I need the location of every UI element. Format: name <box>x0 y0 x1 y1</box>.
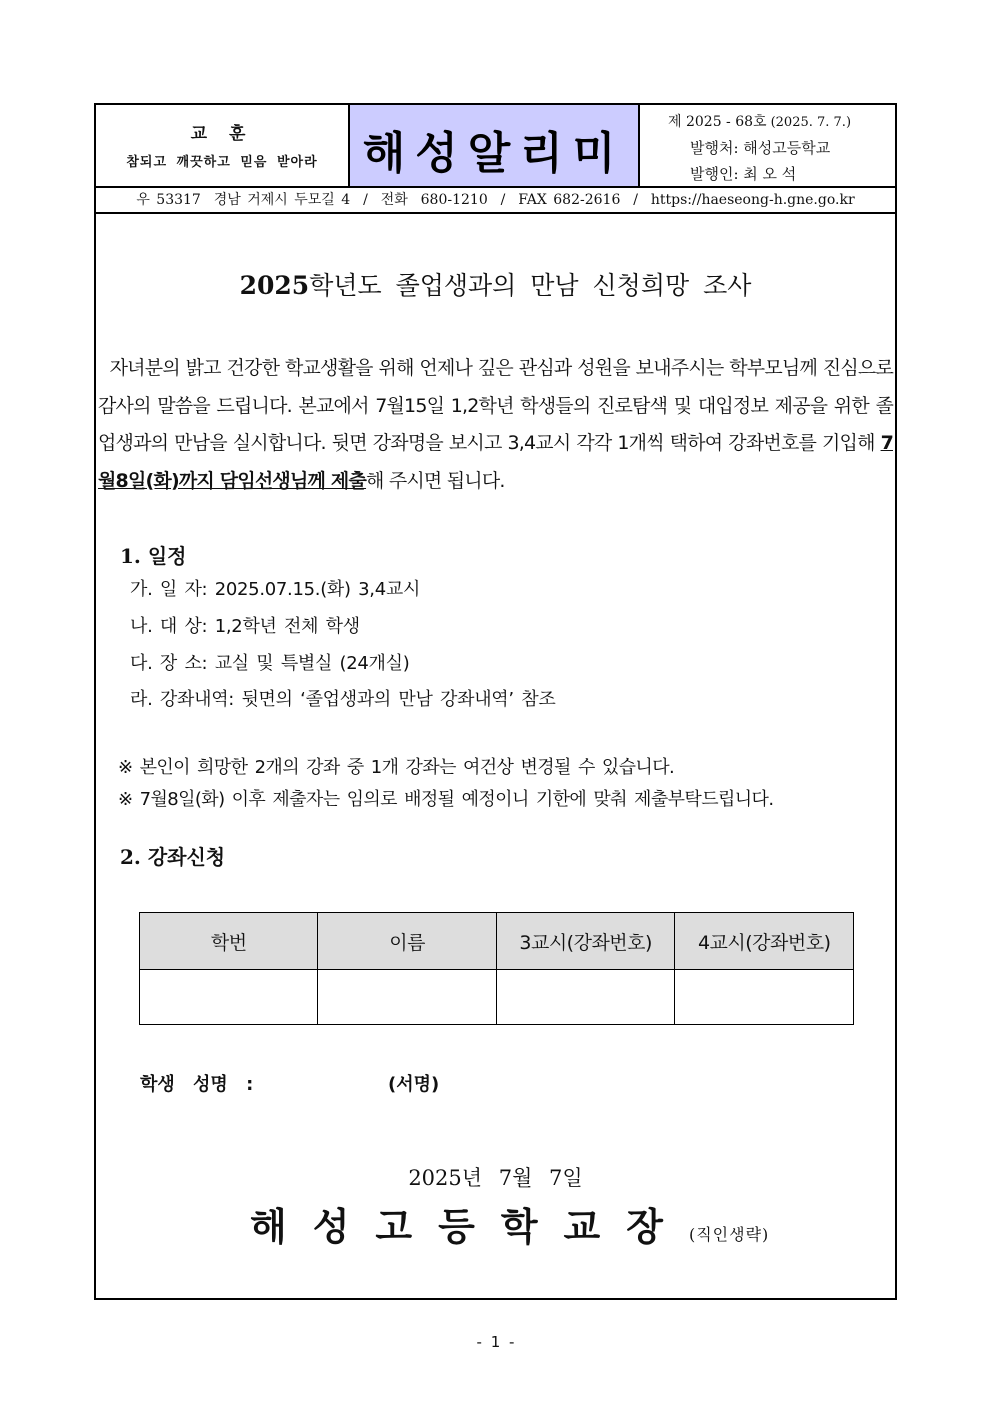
motto-text: 참되고 깨끗하고 믿음 받아라 <box>126 155 318 170</box>
note-change: ※ 본인이 희망한 2개의 강좌 중 1개 강좌는 여건상 변경될 수 있습니다. <box>118 757 675 778</box>
note-deadline: ※ 7월8일(화) 이후 제출자는 임의로 배정될 예정이니 기한에 맞춰 제출부탁드립니다. <box>118 789 774 810</box>
title-text: 학년도 졸업생과의 만남 신청희망 조사 <box>309 271 752 300</box>
motto-title: 교 훈 <box>190 124 254 144</box>
col-period4: 4교시(강좌번호) <box>675 913 854 970</box>
name-cell[interactable] <box>318 970 496 1025</box>
issuer: 발행인: 최 오 석 <box>690 165 797 183</box>
section-application-title: 2. 강좌신청 <box>120 845 226 869</box>
issue-date-line: 2025년 7월 7일 <box>408 1166 583 1190</box>
intro-paragraph <box>98 350 899 500</box>
principal-title: 해성고등학교장 <box>250 1205 689 1249</box>
school-motto-box <box>96 105 350 186</box>
header-top-row <box>96 105 895 188</box>
col-student-id: 학번 <box>140 913 318 970</box>
application-table <box>139 912 854 1025</box>
newsletter-header <box>94 103 897 214</box>
contact-address-line: 우 53317 경남 거제시 두모길 4 / 전화 680-1210 / FAX 682-2616 / https://haeseong-h.gne.go.kr <box>136 192 855 208</box>
period3-cell[interactable] <box>496 970 675 1025</box>
publisher: 발행처: 해성고등학교 <box>690 139 831 157</box>
title-year: 2025 <box>239 271 310 300</box>
col-period3: 3교시(강좌번호) <box>496 913 675 970</box>
signature-mark: (서명) <box>388 1074 440 1095</box>
banner-title: 해성알리미 <box>362 128 626 179</box>
schedule-item-target: 나. 대 상: 1,2학년 전체 학생 <box>130 616 360 637</box>
schedule-item-place: 다. 장 소: 교실 및 특별실 (24개실) <box>130 653 410 674</box>
newsletter-banner <box>350 105 640 186</box>
student-id-cell[interactable] <box>140 970 318 1025</box>
signature-line <box>140 1070 440 1096</box>
issue-info-box <box>640 105 895 186</box>
seal-omitted-note: (직인생략) <box>688 1225 770 1244</box>
intro-deadline-emphasis: 7월8일(화)까지 담임선생님께 제출 <box>98 432 893 492</box>
intro-text-1: 자녀분의 밝고 건강한 학교생활을 위해 언제나 깊은 관심과 성원을 보내주시는 학부모님께 진심으로 감사의 말씀을 드립니다. 본교에서 7월15일 1,2학년 학생들의 진로탐색 및 대입정보 제공을 위한 졸업생과의 만남을 실시합니다. 뒷면 강좌명을 보시고 3,4교시 각각 1개씩 택하여 강좌번호를 기입해 <box>98 357 899 454</box>
col-name: 이름 <box>318 913 496 970</box>
issue-number-line <box>668 111 851 131</box>
issue-number: 제 2025 - 68호 <box>668 114 767 130</box>
schedule-item-date: 가. 일 자: 2025.07.15.(화) 3,4교시 <box>130 579 421 600</box>
table-header-row <box>140 913 854 970</box>
schedule-item-courses: 라. 강좌내역: 뒷면의 ‘졸업생과의 만남 강좌내역’ 참조 <box>130 689 556 710</box>
document-title <box>94 266 897 302</box>
principal-line <box>250 1196 769 1251</box>
signature-label: 학생 성명 : <box>140 1074 254 1095</box>
section-schedule-title: 1. 일정 <box>120 544 187 568</box>
period4-cell[interactable] <box>675 970 854 1025</box>
intro-text-2: 해 주시면 됩니다. <box>366 469 505 492</box>
table-row <box>140 970 854 1025</box>
issue-date: (2025. 7. 7.) <box>770 115 852 130</box>
page-number: - 1 - <box>476 1333 515 1351</box>
